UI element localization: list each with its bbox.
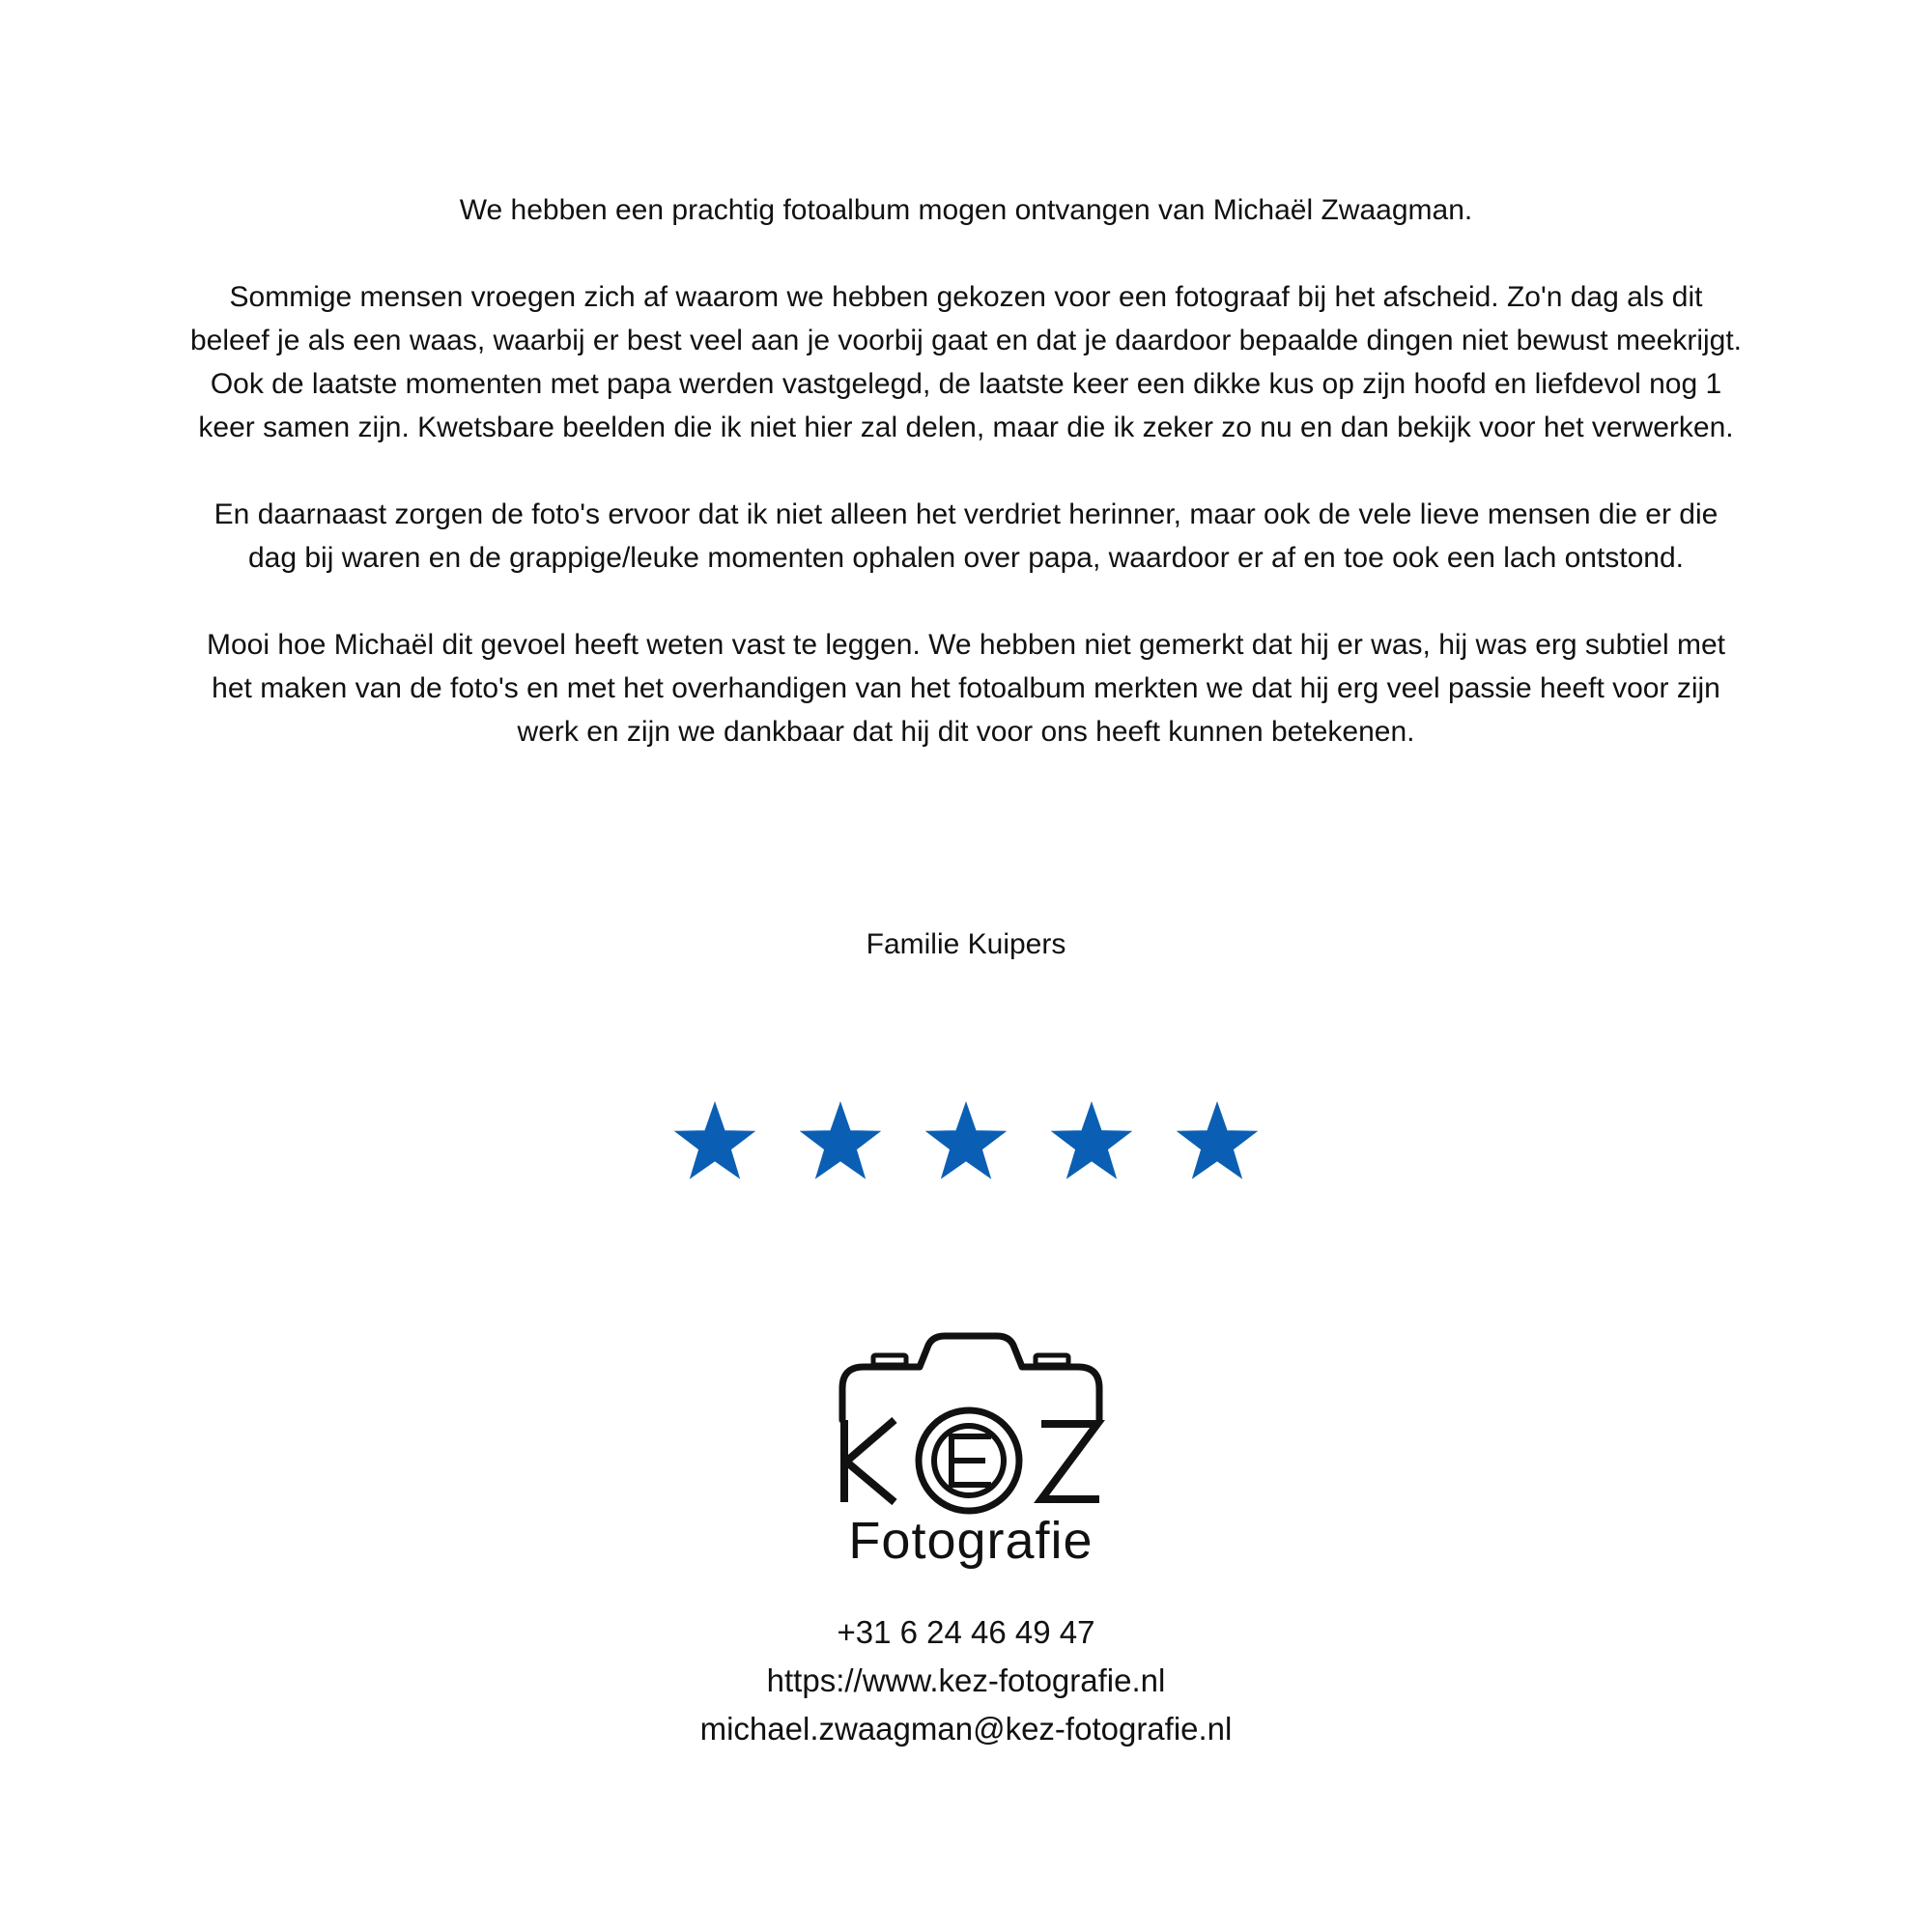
kez-fotografie-logo [831,1328,1111,1579]
star-icon [800,1101,881,1182]
testimonial-paragraph-4: Mooi hoe Michaël dit gevoel heeft weten vast te leggen. We hebben niet gemerkt dat hij er was, hij was erg subtiel met het maken van de foto's en met het overhandigen van het fotoalbum merkten we dat hij erg veel passie heeft voor zijn werk en zijn we dankbaar dat hij dit voor ons heeft kunnen betekenen. [207,629,1725,748]
signature: Familie Kuipers [866,928,1066,960]
testimonial-text [188,188,1744,797]
testimonial-paragraph-1: We hebben een prachtig fotoalbum mogen ontvangen van Michaël Zwaagman. [459,194,1473,226]
star-icon [1051,1101,1132,1182]
logo-brand [831,1328,832,1329]
email-link[interactable]: michael.zwaagman@kez-fotografie.nl [699,1711,1233,1747]
logo-subtitle: Fotografie [848,1512,1094,1570]
star-icon [1177,1101,1258,1182]
phone-number[interactable]: +31 6 24 46 49 47 [837,1614,1095,1650]
testimonial-paragraph-3: En daarnaast zorgen de foto's ervoor dat ik niet alleen het verdriet herinner, maar ook de vele lieve mensen die er die dag bij waren en de grappige/leuke momenten ophalen over papa, waardoor er af en toe ook een lach ontstond. [213,498,1719,574]
star-icon [674,1101,755,1182]
testimonial-paragraph-2: Sommige mensen vroegen zich af waarom we hebben gekozen voor een fotograaf bij het afscheid. Zo'n dag als dit beleef je als een waas, waarbij er best veel aan je voorbij gaat en dat je daardoor bepaalde dingen niet bewust meekrijgt. Ook de laatste momenten met papa werden vastgelegd, de laatste keer een dikke kus op zijn hoofd en liefdevol nog 1 keer samen zijn. Kwetsbare beelden die ik niet hier zal delen, maar die ik zeker zo nu en dan bekijk voor het verwerken. [189,281,1743,443]
contact-info [0,1608,1932,1753]
website-link[interactable]: https://www.kez-fotografie.nl [766,1662,1166,1698]
star-rating [0,1101,1932,1198]
star-icon [925,1101,1007,1182]
